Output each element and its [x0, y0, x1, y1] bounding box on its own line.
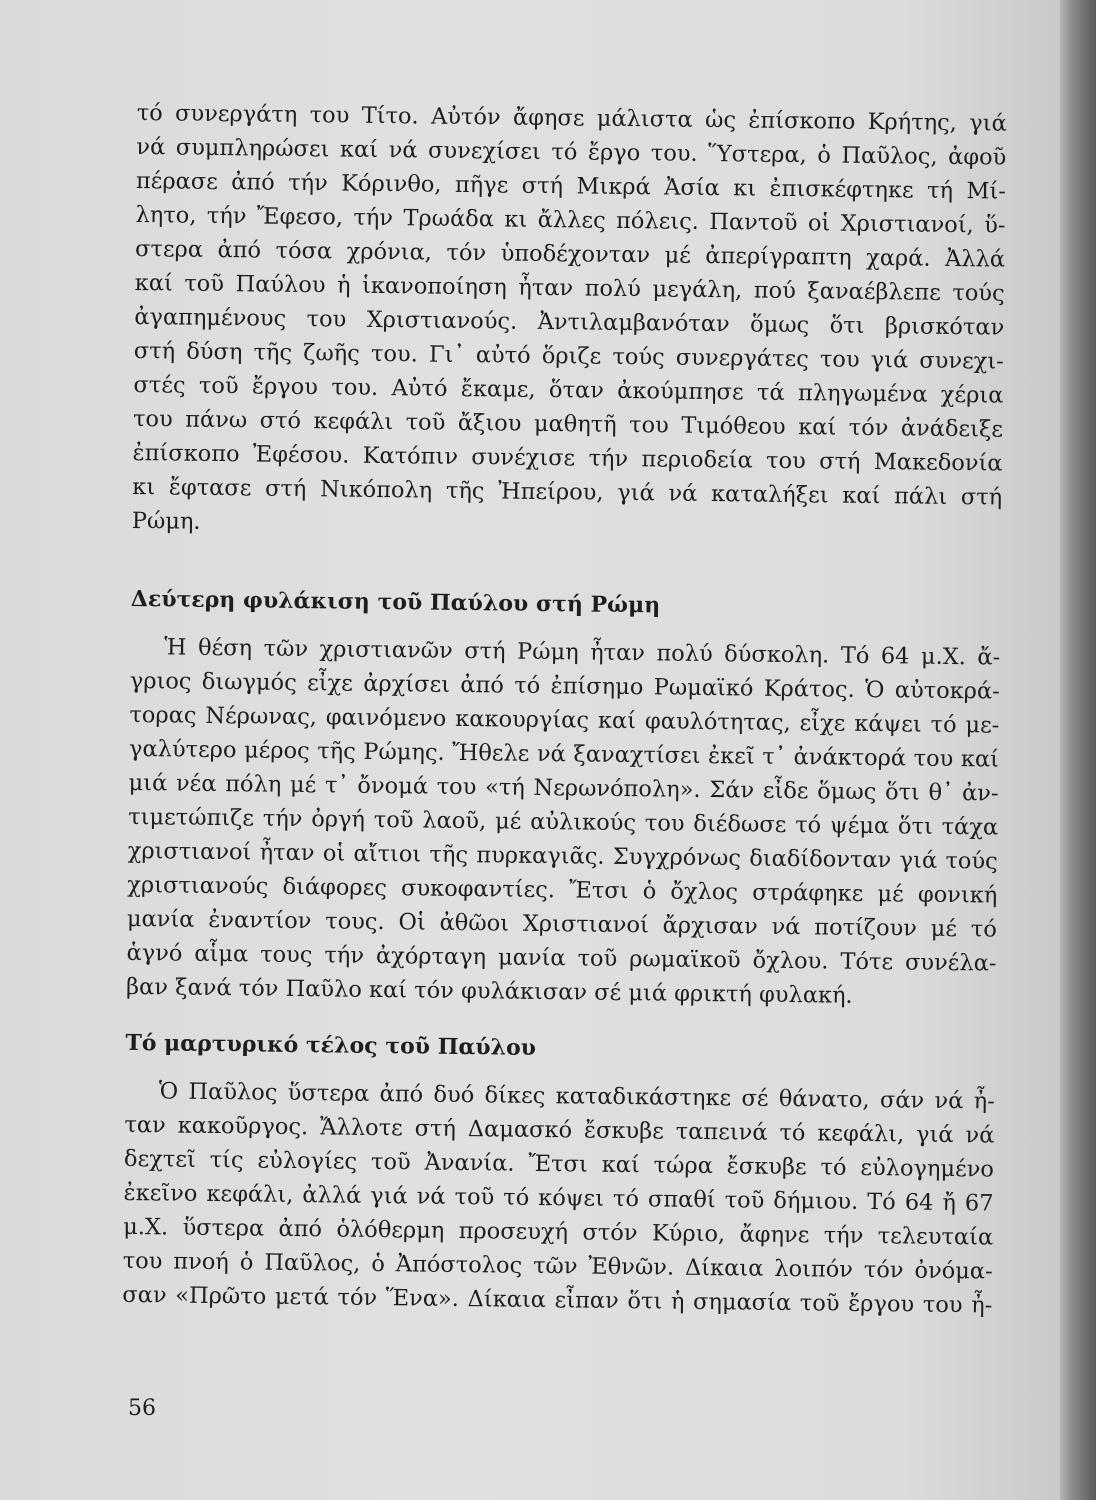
- text-line: ἐπίσκοπο Ἐφέσου. Κατόπιν συνέχισε τήν περιοδεία του στή Μακεδονία: [132, 439, 1003, 477]
- text-line: ταν κακοῦργος. Ἄλλοτε στή Δαμασκό ἔσκυβε ταπεινά τό κεφάλι, γιά νά: [124, 1111, 995, 1149]
- text-line: Ὁ Παῦλος ὕστερα ἀπό δυό δίκες καταδικάστηκε σέ θάνατο, σάν νά ἦ-: [158, 1078, 995, 1115]
- intro-paragraph: [132, 96, 1007, 549]
- text-line: τορας Νέρωνας, φαινόμενο κακουργίας καί φαυλότητας, εἶχε κάψει τό με-: [129, 701, 1000, 739]
- text-line: πέρασε ἀπό τήν Κόρινθο, πῆγε στή Μικρά Ἀσία κι ἐπισκέφτηκε τή Μί-: [135, 167, 1007, 205]
- text-line: ἁγνό αἷμα τους τήν ἀχόρταγη μανία τοῦ ρωμαϊκοῦ ὄχλου. Τότε συνέλα-: [126, 939, 997, 977]
- text-line: του πάνω στό κεφάλι τοῦ ἄξιου μαθητῆ του Τιμόθεου καί τόν ἀνάδειξε: [132, 405, 1004, 443]
- text-line: του πνοή ὁ Παῦλος, ὁ Ἀπόστολος τῶν Ἐθνῶν. Δίκαια λοιπόν τόν ὀνόμα-: [122, 1247, 993, 1285]
- text-line: νά συμπληρώσει καί νά συνεχίσει τό ἔργο του. Ὕστερα, ὁ Παῦλος, ἀφοῦ: [136, 133, 1007, 171]
- text-line: στή δύση τῆς ζωῆς του. Γι᾽ αὐτό ὅριζε τούς συνεργάτες του γιά συνεχι-: [133, 337, 1004, 375]
- section-paragraph: [122, 1074, 995, 1323]
- section-heading-martyrdom: Τό μαρτυρικό τέλος τοῦ Παύλου: [125, 1029, 537, 1061]
- page-text: [122, 96, 1007, 1323]
- section-paragraph: [126, 630, 1001, 1015]
- text-line: καί τοῦ Παύλου ἡ ἱκανοποίηση ἦταν πολύ μεγάλη, πού ξαναέβλεπε τούς: [134, 269, 1005, 307]
- text-line: βαν ξανά τόν Παῦλο καί τόν φυλάκισαν σέ μιά φρικτή φυλακή.: [125, 973, 853, 1009]
- text-line: στερα ἀπό τόσα χρόνια, τόν ὑποδέχονταν μέ ἀπερίγραπτη χαρά. Ἀλλά: [134, 235, 1006, 273]
- text-line: ἀγαπημένους του Χριστιανούς. Ἀντιλαμβανόταν ὅμως ὅτι βρισκόταν: [134, 303, 1005, 341]
- text-line: κι ἔφτασε στή Νικόπολη τῆς Ἠπείρου, γιά νά καταλήξει καί πάλι στή: [132, 473, 1003, 511]
- page-number: 56: [128, 1396, 156, 1421]
- text-line: δεχτεῖ τίς εὐλογίες τοῦ Ἀνανία. Ἔτσι καί τώρα ἔσκυβε τό εὐλογημένο: [123, 1145, 995, 1183]
- section-heading-second-imprisonment: Δεύτερη φυλάκιση τοῦ Παύλου στή Ρώμη: [130, 585, 661, 619]
- text-line: Ἡ θέση τῶν χριστιανῶν στή Ρώμη ἦταν πολύ δύσκολη. Τό 64 μ.Χ. ἄ-: [164, 634, 1001, 671]
- text-line: στές τοῦ ἔργου του. Αὐτό ἔκαμε, ὅταν ἀκούμπησε τά πληγωμένα χέρια: [133, 371, 1004, 409]
- book-gutter: [1060, 0, 1096, 1500]
- text-line: λητο, τήν Ἔφεσο, τήν Τρωάδα κι ἄλλες πόλεις. Παντοῦ οἱ Χριστιανοί, ὕ-: [135, 201, 1006, 239]
- text-line: χριστιανοί ἦταν οἱ αἴτιοι τῆς πυρκαγιᾶς. Συγχρόνως διαδίδονταν γιά τούς: [127, 837, 998, 875]
- text-line: Ρώμη.: [131, 507, 201, 535]
- text-line: γριος διωγμός εἶχε ἀρχίσει ἀπό τό ἐπίσημο Ρωμαϊκό Κράτος. Ὁ αὐτοκρά-: [129, 667, 1000, 705]
- text-line: τιμετώπιζε τήν ὀργή τοῦ λαοῦ, μέ αὐλικούς του διέδωσε τό ψέμα ὅτι τάχα: [128, 803, 999, 841]
- text-line: γαλύτερο μέρος τῆς Ρώμης. Ἤθελε νά ξαναχτίσει ἐκεῖ τ᾽ ἀνάκτορά του καί: [128, 735, 1000, 773]
- text-line: μ.Χ. ὕστερα ἀπό ὁλόθερμη προσευχή στόν Κύριο, ἄφηνε τήν τελευταία: [123, 1213, 994, 1251]
- text-line: ἐκεῖνο κεφάλι, ἀλλά γιά νά τοῦ τό κόψει τό σπαθί τοῦ δήμιου. Τό 64 ἤ 67: [123, 1179, 994, 1217]
- text-line: χριστιανούς διάφορες συκοφαντίες. Ἔτσι ὁ ὄχλος στράφηκε μέ φονική: [127, 871, 998, 909]
- text-line: μανία ἐναντίον τους. Οἱ ἀθῶοι Χριστιανοί ἄρχισαν νά ποτίζουν μέ τό: [126, 905, 998, 943]
- text-line: μιά νέα πόλη μέ τ᾽ ὄνομά του «τή Νερωνόπολη». Σάν εἶδε ὅμως ὅτι θ᾽ ἀν-: [128, 769, 999, 807]
- text-line: σαν «Πρῶτο μετά τόν Ἕνα». Δίκαια εἶπαν ὅτι ἡ σημασία τοῦ ἔργου του ἦ-: [122, 1281, 993, 1319]
- text-line: τό συνεργάτη του Τίτο. Αὐτόν ἄφησε μάλιστα ὡς ἐπίσκοπο Κρήτης, γιά: [136, 99, 1007, 137]
